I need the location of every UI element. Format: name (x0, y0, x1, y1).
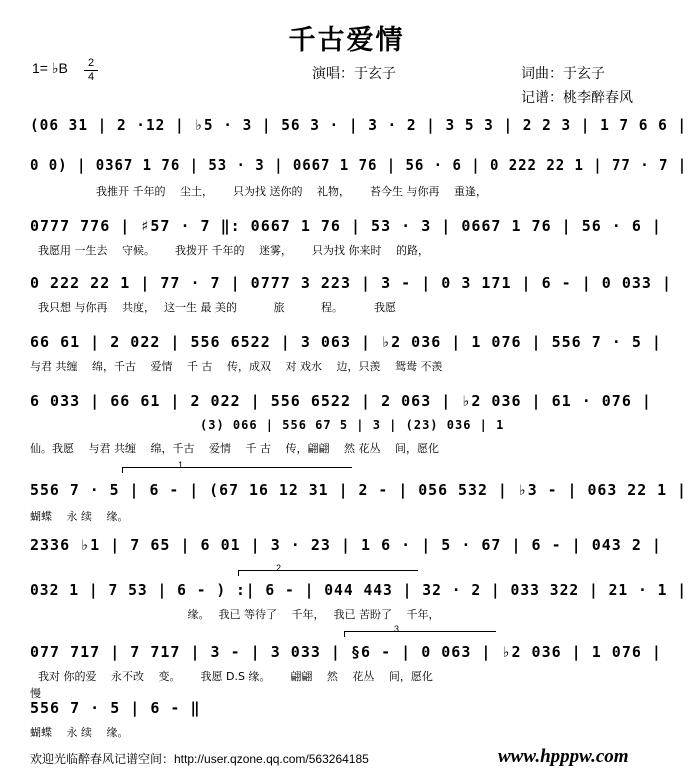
transcriber-credit: 记谱：桃李醉春风 (521, 90, 633, 106)
notation-row-1: (06 31 | 2 ·12 | ♭5 · 3 | 56 3 · | 3 · 2 | 3 5 3 | 2 2 3 | 1 7 6 6 | (30, 116, 688, 134)
site-watermark: www.hpppw.com (498, 746, 629, 767)
lyrics-row-3: 我愿用 一生去 守候。 我拨开 千年的 迷雾， 只为找 你来时 的路， (38, 244, 429, 257)
lyrics-row-9: 缘。 我已 等待了 千年， 我已 苦盼了 千年， (30, 608, 440, 621)
lyrics-row-2: 我推开 千年的 尘土， 只为找 送你的 礼物， 苔今生 与你再 重逢， (96, 185, 487, 198)
notation-row-6: 6 033 | 66 61 | 2 022 | 556 6522 | 2 063 | ♭2 036 | 61 · 076 | (30, 392, 652, 410)
lyrics-row-5: 与君 共缠 绵，千古 爱情 千 古 传，成双 对 戏水 边，只羡 鸳鸯 不羡 (30, 360, 443, 373)
notation-row-4: 0 222 22 1 | 77 · 7 | 0777 3 223 | 3 - | 0 3 171 | 6 - | 0 033 | (30, 274, 672, 292)
lyrics-row-10: 我对 你的爱 永不改 变。 我愿 D.S 缘。 翩翩 然 花丛 间，愿化 (38, 670, 433, 683)
notation-row-11: 556 7 · 5 | 6 - ‖ (30, 699, 201, 717)
song-title: 千古爱情 (288, 25, 405, 56)
singer-credit: 演唱：于玄子 (312, 66, 396, 82)
lyrics-row-11: 蝴蝶 永 续 缘。 (30, 726, 129, 739)
key-signature: 1= ♭B (32, 60, 68, 76)
lyrics-row-4: 我只想 与你再 共度， 这一生 最 美的 旅 程。 我愿 (38, 301, 396, 314)
time-signature-bottom: 4 (87, 71, 95, 83)
volta-1-label: 1 (178, 460, 184, 470)
notation-row-2: 0 0) | 0367 1 76 | 53 · 3 | 0667 1 76 | 56 · 6 | 0 222 22 1 | 77 · 7 | (30, 156, 688, 174)
lyrics-row-6: 仙。我愿 与君 共缠 绵，千古 爱情 千 古 传，翩翩 然 花丛 间，愿化 (30, 442, 439, 455)
blog-footer: 欢迎光临醉春风记谱空间：http://user.qzone.qq.com/563264185 (30, 752, 369, 766)
time-signature (84, 58, 98, 83)
time-signature-top: 2 (87, 57, 95, 69)
notation-row-9: 032 1 | 7 53 | 6 - ) :| 6 - | 044 443 | 32 · 2 | 033 322 | 21 · 1 | (30, 581, 688, 599)
notation-row-7: 556 7 · 5 | 6 - | (67 16 12 31 | 2 - | 056 532 | ♭3 - | 063 22 1 | (30, 481, 687, 499)
tempo-mark: 慢 (30, 687, 41, 700)
notation-row-6-alt: (3) 066 | 556 67 5 | 3 | (23) 036 | 1 (200, 418, 505, 432)
lyrics-row-7: 蝴蝶 永 续 缘。 (30, 510, 129, 523)
notation-row-3: 0777 776 | ♯57 · 7 ‖: 0667 1 76 | 53 · 3 | 0667 1 76 | 56 · 6 | (30, 217, 662, 235)
volta-3-label: 3 (394, 624, 400, 634)
notation-row-10: 077 717 | 7 717 | 3 - | 3 033 | §6 - | 0 063 | ♭2 036 | 1 076 | (30, 643, 662, 661)
notation-row-5: 66 61 | 2 022 | 556 6522 | 3 063 | ♭2 036 | 1 076 | 556 7 · 5 | (30, 333, 662, 351)
volta-1-bracket (122, 467, 352, 468)
notation-row-8: 2336 ♭1 | 7 65 | 6 01 | 3 · 23 | 1 6 · | 5 · 67 | 6 - | 043 2 | (30, 536, 662, 554)
volta-2-bracket (238, 570, 418, 571)
volta-3-bracket (344, 631, 496, 632)
composer-credit: 词曲：于玄子 (521, 66, 605, 82)
volta-2-label: 2 (276, 563, 282, 573)
